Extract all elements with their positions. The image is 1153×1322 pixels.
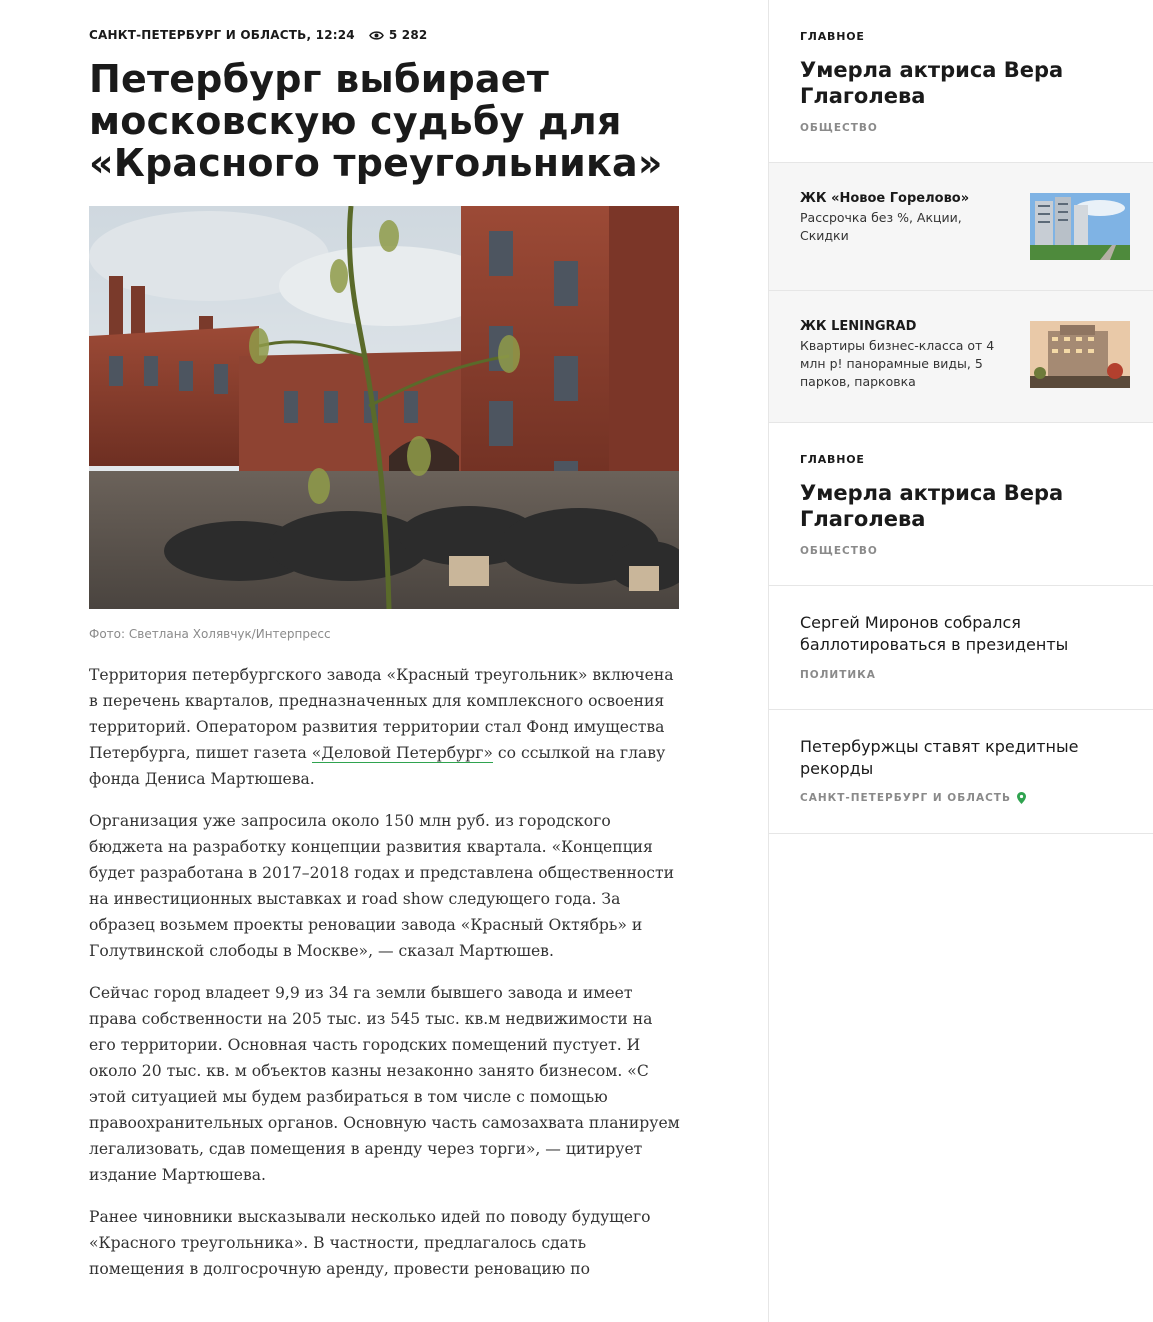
news-rubric[interactable]: ПОЛИТИКА bbox=[800, 669, 876, 681]
article-headline: Петербург выбирает московскую судьбу для «Красного треугольника» bbox=[89, 57, 663, 185]
article-paragraph: Сейчас город владеет 9,9 из 34 га земли бывшего завода и имеет права собственности на 205 тыс. из 545 тыс. кв.м недвижимости на его территории. Основная часть городских помещений пустует. И около 20 тыс. кв. м объектов казны незаконно занято бизнесом. «С этой ситуацией мы будем разбираться в том числе с помощью правоохранительных органов. Основную часть самозахвата планируем легализовать, сдав помещения в аренду через торги», — цитирует издание Мартюшева. bbox=[89, 984, 680, 1184]
article-body bbox=[89, 662, 681, 1298]
section-label: ГЛАВНОЕ bbox=[800, 453, 865, 466]
article-paragraph: Организация уже запросила около 150 млн руб. из городского бюджета на разработку концепции развития квартала. «Концепция будет разработана в 2017–2018 годах и представлена общественности на инвестиционных выставках и road show следующего года. За образец возьмем проекты реновации завода «Красный Октябрь» и Голутвинской слободы в Москве», — сказал Мартюшев. bbox=[89, 812, 675, 960]
eye-icon bbox=[369, 30, 384, 41]
article-photo bbox=[89, 206, 679, 609]
ad-image[interactable] bbox=[1030, 321, 1130, 388]
ad-text[interactable]: Квартиры бизнес-класса от 4 млн р! панорамные виды, 5 парков, парковка bbox=[800, 338, 995, 389]
news-rubric[interactable]: САНКТ-ПЕТЕРБУРГ И ОБЛАСТЬ bbox=[800, 792, 1011, 804]
residential-complex-illustration bbox=[1030, 321, 1130, 388]
article-paragraph: Территория петербургского завода «Красный треугольник» включена в перечень кварталов, предназначенных для комплексного освоения территорий. Оператором развития территории стал Фонд имущества Петербурга, пишет газета «Деловой Петербург» со ссылкой на главу фонда Дениса Мартюшева. bbox=[89, 666, 674, 788]
news-card[interactable] bbox=[769, 710, 1153, 834]
news-card[interactable] bbox=[769, 586, 1153, 710]
factory-photo-illustration bbox=[89, 206, 679, 609]
ad-card[interactable] bbox=[769, 163, 1153, 291]
ad-card[interactable] bbox=[769, 291, 1153, 423]
article-region-time[interactable]: САНКТ-ПЕТЕРБУРГ И ОБЛАСТЬ, 12:24 bbox=[89, 28, 355, 42]
ad-image[interactable] bbox=[1030, 193, 1130, 260]
news-rubric-location[interactable] bbox=[800, 792, 1026, 804]
news-rubric[interactable]: ОБЩЕСТВО bbox=[800, 545, 878, 557]
main-news-card[interactable] bbox=[769, 0, 1153, 163]
photo-caption: Фото: Светлана Холявчук/Интерпресс bbox=[89, 627, 331, 641]
location-pin-icon bbox=[1017, 792, 1026, 804]
ad-text[interactable]: Рассрочка без %, Акции, Скидки bbox=[800, 210, 962, 243]
news-title[interactable]: Сергей Миронов собрался баллотироваться в президенты bbox=[800, 613, 1069, 654]
news-title[interactable]: Петербуржцы ставят кредитные рекорды bbox=[800, 737, 1079, 778]
main-news-title[interactable]: Умерла актриса Вера Глаголева bbox=[800, 481, 1064, 531]
residential-complex-illustration bbox=[1030, 193, 1130, 260]
main-news-card[interactable] bbox=[769, 423, 1153, 586]
views-counter bbox=[369, 28, 428, 42]
section-label: ГЛАВНОЕ bbox=[800, 30, 865, 43]
source-link[interactable]: «Деловой Петербург» bbox=[311, 744, 493, 762]
sidebar bbox=[768, 0, 1153, 1322]
news-rubric[interactable]: ОБЩЕСТВО bbox=[800, 122, 878, 134]
ad-title[interactable]: ЖК LENINGRAD bbox=[800, 319, 917, 334]
ad-title[interactable]: ЖК «Новое Горелово» bbox=[800, 191, 970, 206]
article-paragraph: Ранее чиновники высказывали несколько идей по поводу будущего «Красного треугольника». В частности, предлагалось сдать помещения в долгосрочную аренду, провести реновацию по bbox=[89, 1208, 651, 1278]
article-meta bbox=[89, 28, 427, 42]
views-count: 5 282 bbox=[388, 28, 428, 42]
main-news-title[interactable]: Умерла актриса Вера Глаголева bbox=[800, 58, 1064, 108]
